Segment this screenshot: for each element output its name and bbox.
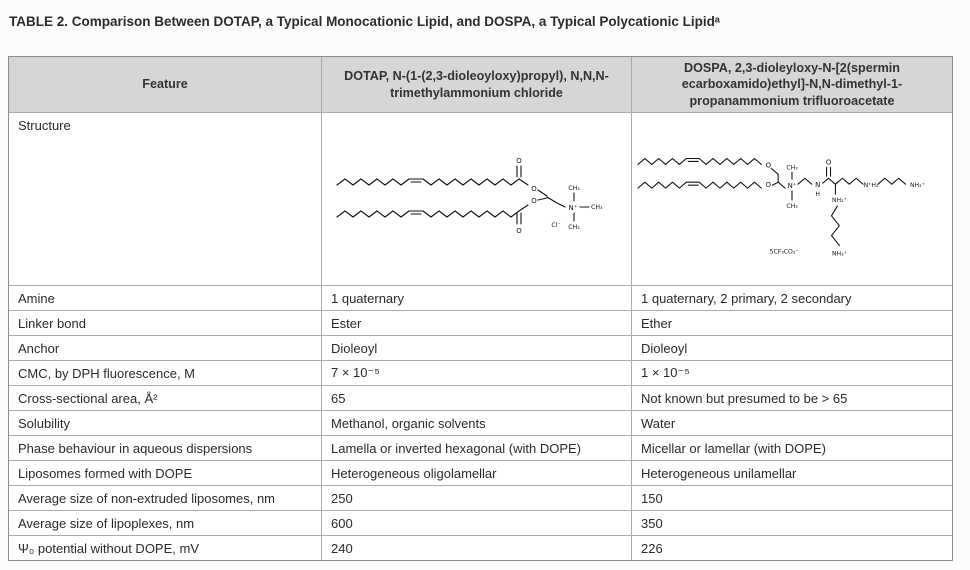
dotap-structure-drawing [331,143,623,255]
dospa-cell: Water [631,411,952,435]
dospa-cell: 350 [631,511,952,535]
dotap-cell: 1 quaternary [321,286,631,310]
table-row [9,310,952,335]
comparison-table [8,56,953,561]
dospa-cell: 1 × 10⁻⁵ [631,361,952,385]
dotap-cell: 65 [321,386,631,410]
dospa-o-top: O [765,161,772,170]
dotap-cell: 600 [321,511,631,535]
dospa-amide-h: H [815,191,820,199]
dotap-counterion: Cl⁻ [550,222,561,229]
dotap-n-plus: N⁺ [568,204,577,212]
dospa-structure-cell [631,113,952,285]
dotap-structure-cell [321,113,631,285]
table-row [9,385,952,410]
dotap-o-carbonyl-bottom: O [515,227,522,235]
dotap-cell: 240 [321,536,631,560]
feature-cell: Average size of non-extruded liposomes, nm [18,490,276,506]
header-feature: Feature [142,77,188,92]
dospa-counterion: 5CF₃CO₂⁻ [769,248,799,256]
table-row [9,360,952,385]
dotap-ch3-bottom: CH₃ [567,224,580,231]
dotap-cell: Ester [321,311,631,335]
feature-cell: Liposomes formed with DOPE [18,465,193,481]
dospa-n-quat: N⁺ [787,182,797,191]
dotap-o-ester-top: O [530,185,537,193]
feature-cell: CMC, by DPH fluorescence, M [18,365,195,381]
dospa-cell: Dioleoyl [631,336,952,360]
dospa-nh2-chain: N⁺H₂ [863,182,879,190]
dospa-cell: Heterogeneous unilamellar [631,461,952,485]
dotap-o-ester-bottom: O [530,197,537,205]
table-row [9,460,952,485]
dotap-o-carbonyl-top: O [515,157,522,165]
header-dospa: DOSPA, 2,3-dioleyloxy-N-[2(spermin ecarboxamido)ethyl]-N,N-dimethyl-1-propanammonium trifluoroacetate [631,57,952,112]
dotap-cell: Lamella or inverted hexagonal (with DOPE) [321,436,631,460]
feature-cell: Solubility [18,415,71,431]
dospa-cell: Not known but presumed to be > 65 [631,386,952,410]
dospa-structure-drawing [634,124,950,274]
dotap-cell: Heterogeneous oligolamellar [321,461,631,485]
feature-cell: Average size of lipoplexes, nm [18,515,195,531]
dospa-amide-n: N [815,181,821,190]
table-caption: TABLE 2. Comparison Between DOTAP, a Typical Monocationic Lipid, and DOSPA, a Typical Polycationic Lipidᵃ [9,14,720,29]
table-row [9,510,952,535]
dotap-cell: 7 × 10⁻⁵ [321,361,631,385]
dospa-cell: 1 quaternary, 2 primary, 2 secondary [631,286,952,310]
dospa-o-bottom: O [765,181,772,190]
table-row [9,285,952,310]
feature-cell: Amine [18,290,55,306]
dospa-cell: Micellar or lamellar (with DOPE) [631,436,952,460]
structure-row [9,112,952,285]
dospa-cell: 226 [631,536,952,560]
dotap-cell: 250 [321,486,631,510]
feature-cell: Phase behaviour in aqueous dispersions [18,440,253,456]
table-row [9,535,952,560]
dotap-cell: Dioleoyl [321,336,631,360]
table-row [9,485,952,510]
structure-row-label: Structure [18,118,71,133]
dospa-nh3-right: NH₃⁺ [909,182,925,190]
dospa-cell: 150 [631,486,952,510]
dospa-nh2-branch: NH₂⁺ [831,196,847,204]
dotap-cell: Methanol, organic solvents [321,411,631,435]
feature-cell: Anchor [18,340,60,356]
feature-cell: Cross-sectional area, Å² [18,390,158,406]
dospa-ch3-top: CH₃ [786,164,798,172]
header-dotap: DOTAP, N-(1-(2,3-dioleoyloxy)propyl), N,N,N-trimethylammonium chloride [321,57,631,112]
dotap-ch3-top: CH₃ [567,185,580,192]
dotap-ch3-right: CH₃ [590,204,602,211]
feature-cell: Linker bond [18,315,86,331]
table-header-row [9,57,952,112]
table-row [9,335,952,360]
dospa-nh3-bottom: NH₃⁺ [831,250,847,258]
table-row [9,435,952,460]
dospa-ch3-bottom: CH₃ [786,202,798,210]
feature-cell: Ψ₀ potential without DOPE, mV [18,540,199,556]
dospa-carbonyl-o: O [825,158,832,167]
dospa-cell: Ether [631,311,952,335]
table-row [9,410,952,435]
